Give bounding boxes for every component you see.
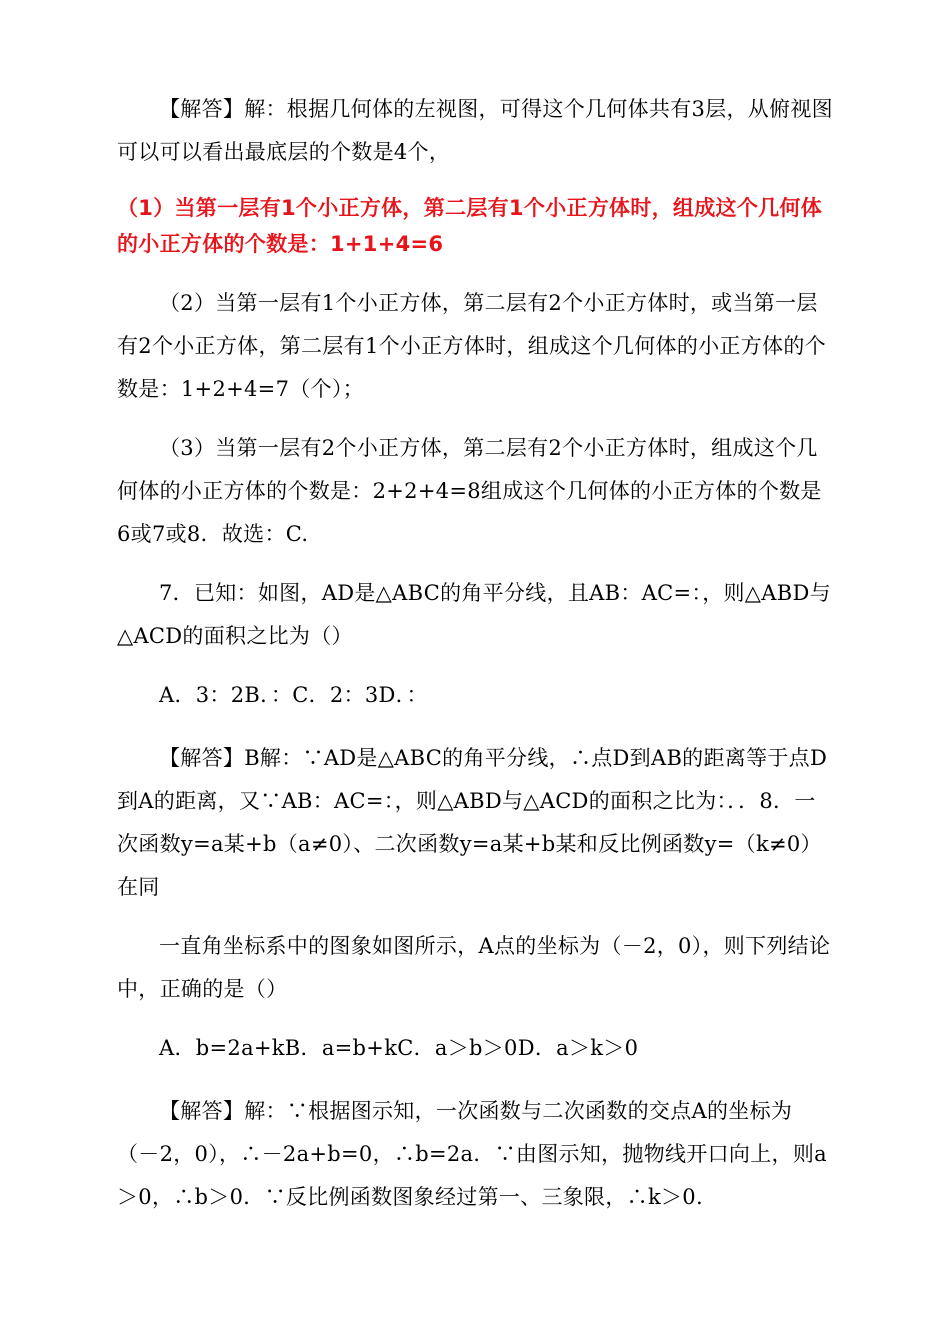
question-7-answer-paragraph: 【解答】B解：∵AD是△ABC的角平分线，∴点D到AB的距离等于点D到A的距离，又∵AB：AC=：，则△ABD与△ACD的面积之比为：．．8．一次函数y=a某+b（a≠0）、二次函数y=a某+b某和反比例函数y=（k≠0）在同: [117, 746, 828, 899]
case-3-paragraph: （3）当第一层有2个小正方体，第二层有2个小正方体时，组成这个几何体的小正方体的个数是：2+2+4=8组成这个几何体的小正方体的个数是6或7或8．故选：C.: [117, 436, 822, 546]
answer-intro-paragraph: 【解答】解：根据几何体的左视图，可得这个几何体共有3层，从俯视图可以可以看出最底层的个数是4个，: [117, 97, 833, 164]
case-2-paragraph: （2）当第一层有1个小正方体，第二层有2个小正方体时，或当第一层有2个小正方体，第二层有1个小正方体时，组成这个几何体的小正方体的个数是：1+2+4=7（个）；: [117, 291, 826, 401]
question-7-paragraph: 7．已知：如图，AD是△ABC的角平分线，且AB：AC=：，则△ABD与△ACD的面积之比为（）: [117, 581, 831, 648]
case-1-highlighted-paragraph: （1）当第一层有1个小正方体，第二层有1个小正方体时，组成这个几何体的小正方体的个数是：1+1+4=6: [117, 196, 823, 256]
document-page: [117, 88, 833, 1235]
question-7-options: A．3：2B．：C．2：3D．：: [159, 683, 428, 707]
question-8-continuation: 一直角坐标系中的图象如图所示，A点的坐标为（－2，0），则下列结论中，正确的是（）: [117, 934, 831, 1001]
question-8-answer-paragraph: 【解答】解：∵根据图示知，一次函数与二次函数的交点A的坐标为（－2，0），∴－2a+b=0，∴b=2a．∵由图示知，抛物线开口向上，则a＞0，∴b＞0．∵反比例函数图象经过第一、三象限，∴k＞0.: [117, 1099, 827, 1209]
question-8-options: A．b=2a+kB．a=b+kC．a＞b＞0D．a＞k＞0: [159, 1036, 639, 1060]
